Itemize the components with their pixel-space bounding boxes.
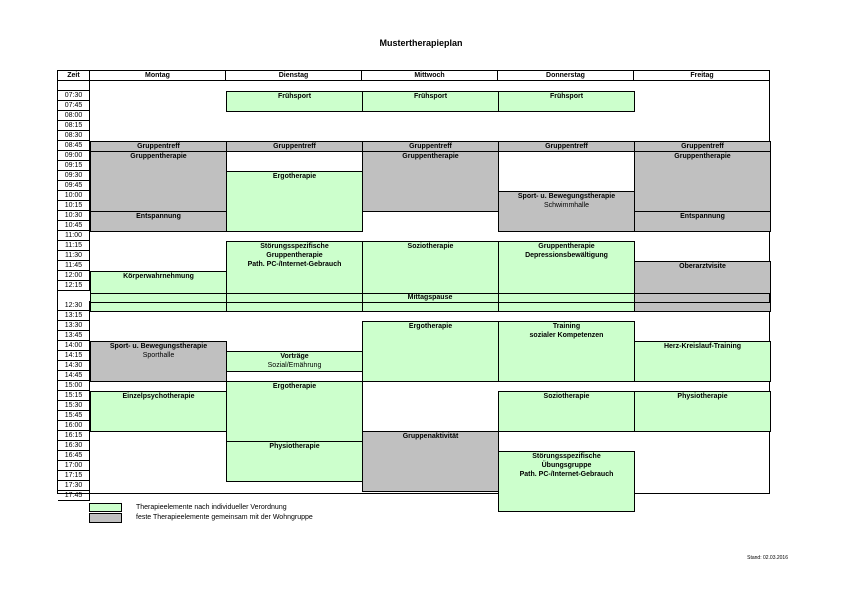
slot-title: Depressionsbewältigung [525, 252, 608, 259]
legend-individual: Therapieelemente nach individueller Verordnung [136, 504, 287, 511]
time-label: 07:45 [58, 101, 90, 111]
day-header-wednesday: Mittwoch [362, 71, 498, 81]
slot-title: Soziotherapie [407, 243, 454, 250]
time-column-header: Zeit [58, 71, 90, 81]
slot-title: Körperwahrnehmung [123, 273, 194, 280]
slot-title: sozialer Kompetenzen [529, 332, 604, 339]
day-header-monday: Montag [90, 71, 226, 81]
time-label: 13:15 [58, 311, 90, 321]
time-label: 14:15 [58, 351, 90, 361]
time-label: 10:00 [58, 191, 90, 201]
therapy-slot-thursday [498, 91, 635, 112]
time-label: 08:00 [58, 111, 90, 121]
therapy-slot-friday [634, 261, 771, 312]
therapy-slot-monday [90, 341, 227, 382]
slot-title: Ergotherapie [408, 323, 453, 330]
slot-title: Entspannung [680, 213, 725, 220]
time-label: 17:30 [58, 481, 90, 491]
time-label: 09:45 [58, 181, 90, 191]
therapy-slot-tuesday [226, 141, 363, 152]
slot-title: Vorträge [280, 353, 309, 360]
slot-subtitle: Sporthalle [142, 352, 175, 359]
slot-title: Gruppentherapie [130, 153, 187, 160]
slot-title: Training [552, 323, 581, 330]
therapy-slot-monday [90, 391, 227, 432]
therapy-schedule-table [57, 70, 770, 499]
therapy-slot-tuesday [226, 351, 363, 372]
time-label: 13:30 [58, 321, 90, 331]
therapy-slot-monday [90, 151, 227, 212]
slot-title: Frühsport [413, 93, 448, 100]
slot-subtitle: Schwimmhalle [543, 202, 590, 209]
slot-title: Frühsport [549, 93, 584, 100]
stand-date: Stand: 02.03.2016 [747, 555, 788, 561]
slot-title: Störungsspezifische [532, 453, 601, 460]
legend-swatch-group [89, 513, 122, 523]
slot-title: Gruppentherapie [538, 243, 595, 250]
slot-title: Übungsgruppe [541, 462, 592, 469]
time-label: 17:15 [58, 471, 90, 481]
time-label: 10:45 [58, 221, 90, 231]
time-label: 10:30 [58, 211, 90, 221]
time-label: 12:15 [58, 281, 90, 291]
slot-title: Soziotherapie [543, 393, 590, 400]
therapy-slot-tuesday [226, 441, 363, 482]
slot-title: Herz-Kreislauf-Training [663, 343, 741, 350]
slot-title: Gruppentreff [273, 143, 316, 150]
time-label: 09:00 [58, 151, 90, 161]
therapy-slot-tuesday [226, 381, 363, 442]
therapy-slot-thursday [498, 391, 635, 432]
time-label: 08:30 [58, 131, 90, 141]
time-label: 15:15 [58, 391, 90, 401]
time-label: 07:30 [58, 91, 90, 101]
time-label: 11:15 [58, 241, 90, 251]
time-label: 11:30 [58, 251, 90, 261]
slot-title: Gruppentherapie [402, 153, 459, 160]
slot-title: Ergotherapie [272, 383, 317, 390]
time-label: 10:15 [58, 201, 90, 211]
therapy-slot-tuesday [226, 91, 363, 112]
time-label: 16:15 [58, 431, 90, 441]
therapy-slot-friday [634, 211, 771, 232]
therapy-slot-friday [634, 391, 771, 432]
slot-title: Gruppentherapie [266, 252, 323, 259]
time-label: 08:15 [58, 121, 90, 131]
therapy-slot-wednesday [362, 321, 499, 382]
therapy-slot-thursday [498, 191, 635, 232]
day-header-friday: Freitag [634, 71, 770, 81]
therapy-slot-monday [90, 211, 227, 232]
slot-title: Einzelpsychotherapie [122, 393, 195, 400]
time-label: 15:30 [58, 401, 90, 411]
therapy-slot-thursday [498, 451, 635, 512]
time-label: 14:45 [58, 371, 90, 381]
slot-title: Störungsspezifische [260, 243, 329, 250]
legend-group: feste Therapieelemente gemeinsam mit der Wohngruppe [136, 514, 313, 521]
therapy-slot-wednesday [362, 151, 499, 212]
time-label: 17:45 [58, 491, 90, 501]
slot-title: Gruppentreff [409, 143, 452, 150]
therapy-slot-friday [634, 341, 771, 382]
slot-title: Sport- u. Bewegungstherapie [517, 193, 616, 200]
day-header-thursday: Donnerstag [498, 71, 634, 81]
slot-title: Physiotherapie [677, 393, 728, 400]
time-label: 16:30 [58, 441, 90, 451]
slot-title: Physiotherapie [269, 443, 320, 450]
slot-title: Path. PC-/Internet-Gebrauch [519, 471, 614, 478]
slot-title: Gruppentreff [545, 143, 588, 150]
slot-title: Ergotherapie [272, 173, 317, 180]
therapy-slot-thursday [498, 321, 635, 382]
therapy-slot-monday [90, 271, 227, 312]
time-label: 08:45 [58, 141, 90, 151]
time-label: 14:00 [58, 341, 90, 351]
slot-title: Gruppentreff [137, 143, 180, 150]
time-label-empty [58, 81, 90, 91]
slot-title: Sport- u. Bewegungstherapie [109, 343, 208, 350]
slot-title: Frühsport [277, 93, 312, 100]
slot-title: Gruppentherapie [674, 153, 731, 160]
slot-title: Gruppenaktivität [402, 433, 459, 440]
time-label: 16:00 [58, 421, 90, 431]
time-label: 12:00 [58, 271, 90, 281]
time-label: 11:45 [58, 261, 90, 271]
therapy-slot-wednesday [362, 91, 499, 112]
slot-title: Entspannung [136, 213, 181, 220]
slot-title: Gruppentreff [681, 143, 724, 150]
time-label: 17:00 [58, 461, 90, 471]
therapy-slot-tuesday [226, 171, 363, 232]
time-label: 14:30 [58, 361, 90, 371]
slot-title: Oberarztvisite [679, 263, 726, 270]
time-label: 11:00 [58, 231, 90, 241]
day-header-tuesday: Dienstag [226, 71, 362, 81]
legend-swatch-individual [89, 503, 122, 512]
time-label: 15:00 [58, 381, 90, 391]
therapy-slot-wednesday [362, 431, 499, 492]
time-label: 13:45 [58, 331, 90, 341]
time-label: 09:30 [58, 171, 90, 181]
slot-title: Path. PC-/Internet-Gebrauch [247, 261, 342, 268]
therapy-slot-thursday [498, 141, 635, 152]
time-label: 09:15 [58, 161, 90, 171]
time-label: 15:45 [58, 411, 90, 421]
therapy-slot-friday [634, 151, 771, 212]
page-title: Mustertherapieplan [379, 38, 463, 48]
time-label: 12:30 [58, 301, 90, 311]
slot-subtitle: Sozial/Ernährung [267, 362, 322, 369]
lunch-break: Mittagspause [90, 293, 770, 303]
time-label: 16:45 [58, 451, 90, 461]
